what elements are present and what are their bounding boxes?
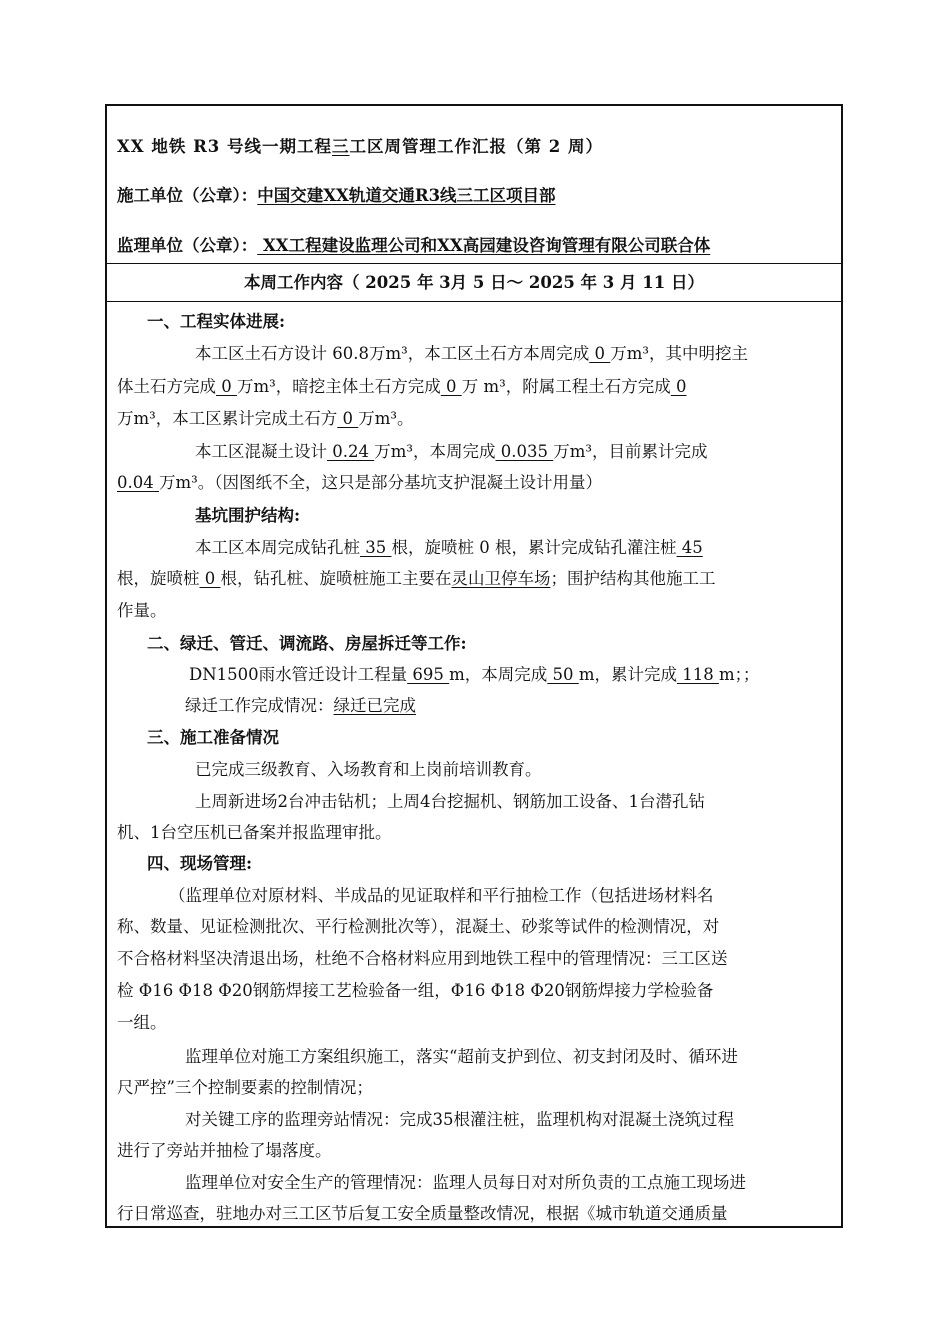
earthwork-paragraph-line-2: 体土石方完成 0 万m³，暗挖主体土石方完成 0 万 m³，附属工程土石方完成 0 (117, 377, 687, 396)
site-management-line-5: 一组。 (117, 1013, 167, 1032)
pipe-relocation-line: DN1500雨水管迁设计工程量 695 m，本周完成 50 m，累计完成 118 m；； (189, 665, 760, 684)
preparation-line-2: 上周新进场2台冲击钻机；上周4台挖掘机、钢筋加工设备、1台潜孔钻 (195, 792, 705, 811)
section-1-heading: 一、工程实体进展: (147, 312, 286, 331)
supervisor-value: XX工程建设监理公司和XX高园建设咨询管理有限公司联合体 (257, 236, 711, 255)
preparation-line-1: 已完成三级教育、入场教育和上岗前培训教育。 (195, 760, 542, 779)
safety-management-line-2: 行日常巡查，驻地办对三工区节后复工安全质量整改情况，根据《城市轨道交通质量 (117, 1204, 728, 1223)
report-table (105, 104, 843, 1228)
supervisor-label: 监理单位（公章）： (117, 236, 258, 255)
contractor-label: 施工单位（公章）： (117, 186, 258, 205)
report-title: XX 地铁 R3 号线一期工程三工区周管理工作汇报（第 2 周） (117, 137, 604, 156)
piles-paragraph-line-3: 作量。 (117, 601, 167, 620)
preparation-line-3: 机、1台空压机已备案并报监理审批。 (117, 823, 392, 842)
concrete-paragraph-line-1: 本工区混凝土设计 0.24 万m³，本周完成 0.035 万m³，目前累计完成 (195, 442, 708, 461)
safety-management-line-1: 监理单位对安全生产的管理情况：监理人员每日对对所负责的工点施工现场进 (185, 1173, 746, 1192)
earthwork-paragraph-line-1: 本工区土石方设计 60.8万m³，本工区土石方本周完成 0 万m³，其中明挖主 (195, 344, 749, 363)
site-management-line-2: 称、数量、见证检测批次、平行检测批次等），混凝土、砂浆等试件的检测情况，对 (117, 917, 720, 936)
construction-plan-line-1: 监理单位对施工方案组织施工，落实“超前支护到位、初支封闭及时、循环进 (185, 1047, 738, 1066)
pit-support-heading: 基坑围护结构: (195, 506, 301, 525)
earthwork-paragraph-line-3: 万m³，本工区累计完成土石方 0 万m³。 (117, 409, 414, 428)
piles-paragraph-line-2: 根，旋喷桩 0 根，钻孔桩、旋喷桩施工主要在灵山卫停车场；围护结构其他施工工 (117, 569, 716, 588)
side-station-line-1: 对关键工序的监理旁站情况：完成35根灌注桩，监理机构对混凝土浇筑过程 (185, 1110, 734, 1129)
concrete-paragraph-line-2: 0.04 万m³。（因图纸不全，这只是部分基坑支护混凝土设计用量） (117, 473, 602, 492)
week-range: 本周工作内容（ 2025 年 3月 5 日～ 2025 年 3 月 11 日） (244, 273, 704, 292)
row-divider (107, 263, 841, 264)
site-management-line-4: 检 Φ16 Φ18 Φ20钢筋焊接工艺检验备一组，Φ16 Φ18 Φ20钢筋焊接力学检验备 (117, 981, 714, 1000)
section-2-heading: 二、绿迁、管迁、调流路、房屋拆迁等工作: (147, 634, 467, 653)
side-station-line-2: 进行了旁站并抽检了塌落度。 (117, 1141, 332, 1160)
supervisor-line (117, 235, 710, 257)
piles-paragraph-line-1: 本工区本周完成钻孔桩 35 根，旋喷桩 0 根，累计完成钻孔灌注桩 45 (195, 538, 703, 557)
contractor-value: 中国交建XX轨道交通R3线三工区项目部 (257, 186, 556, 205)
construction-plan-line-2: 尺严控”三个控制要素的控制情况； (117, 1078, 373, 1097)
section-4-heading: 四、现场管理: (147, 854, 253, 873)
green-relocation-line: 绿迁工作完成情况：绿迁已完成 (185, 696, 416, 715)
contractor-line (117, 185, 556, 207)
section-3-heading: 三、施工准备情况 (147, 728, 279, 747)
site-management-line-1: （监理单位对原材料、半成品的见证取样和平行抽检工作（包括进场材料名 (169, 886, 714, 905)
row-divider (107, 301, 841, 302)
site-management-line-3: 不合格材料坚决清退出场，杜绝不合格材料应用到地铁工程中的管理情况：三工区送 (117, 949, 728, 968)
